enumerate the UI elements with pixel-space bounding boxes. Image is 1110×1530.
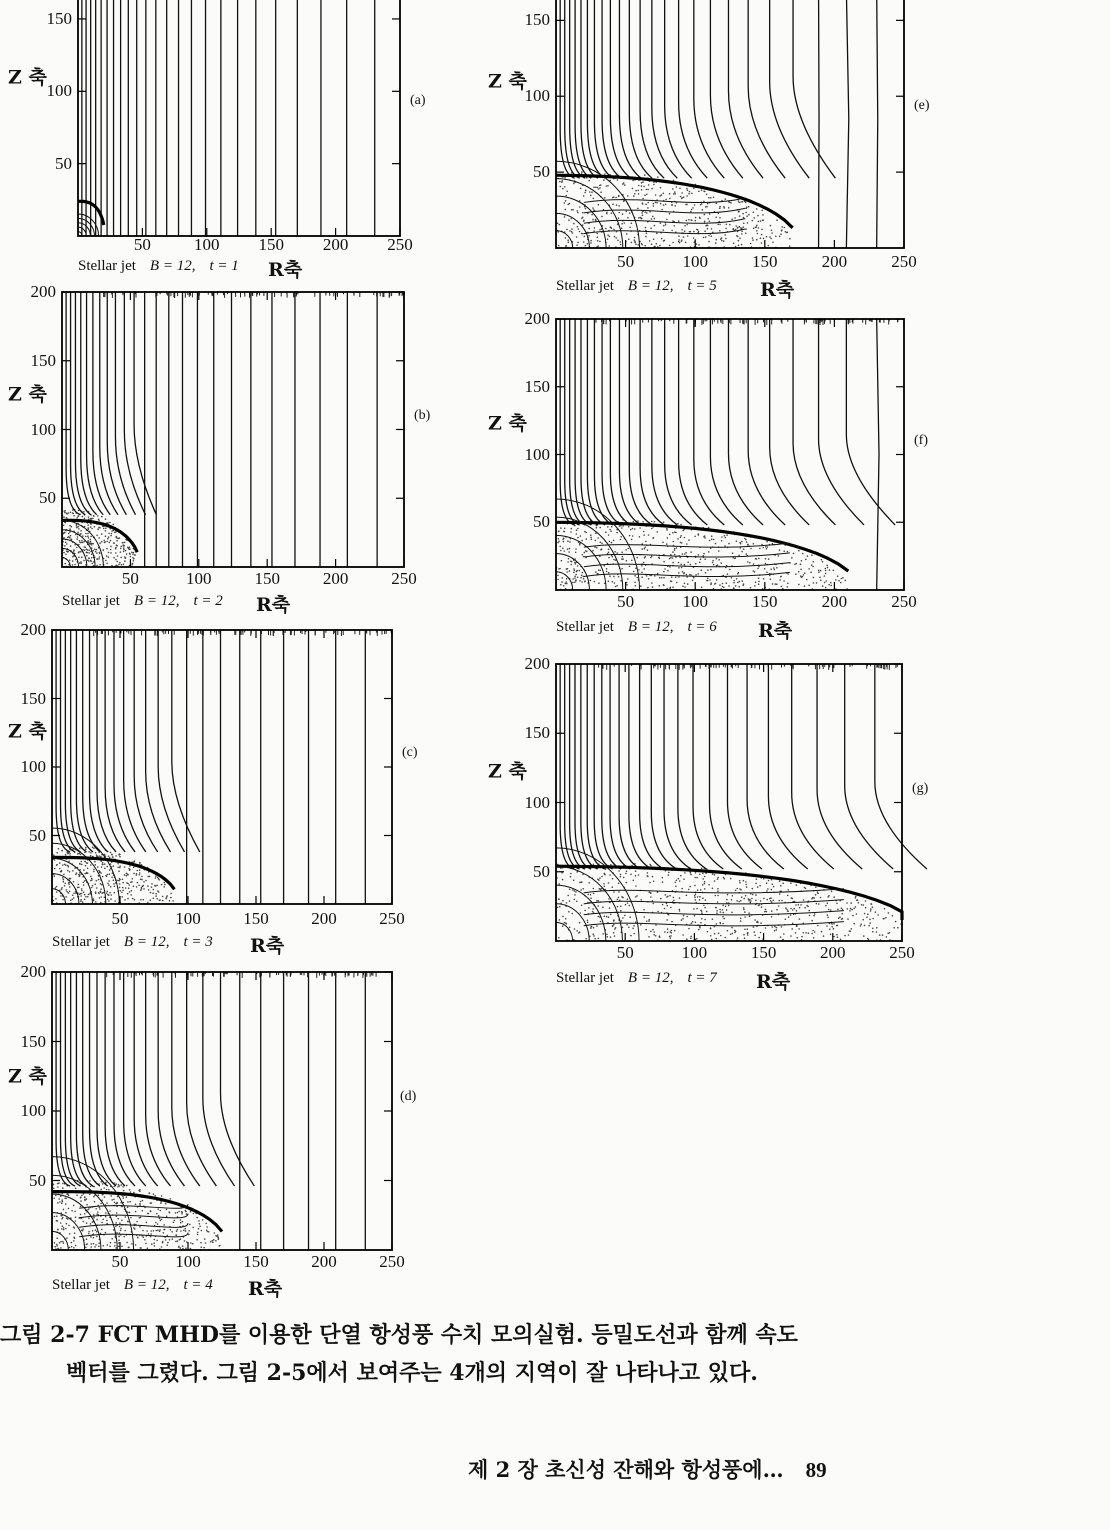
run-prefix: Stellar jet (556, 619, 614, 635)
run-prefix: Stellar jet (52, 1277, 110, 1293)
x-tick-label: 50 (133, 235, 151, 254)
panel-tag: (e) (914, 98, 930, 114)
run-time: t = 6 (687, 619, 717, 635)
run-prefix: Stellar jet (556, 278, 614, 294)
page-footer (468, 1454, 827, 1484)
x-tick-label: 200 (821, 592, 848, 611)
y-tick-label: 150 (30, 350, 56, 370)
run-b-value: B = 12, (123, 934, 170, 950)
r-axis-label: R축 (250, 935, 285, 957)
run-time: t = 1 (209, 258, 239, 274)
x-tick-label: 250 (379, 909, 405, 928)
y-tick-label: 200 (20, 962, 46, 981)
run-time: t = 4 (183, 1277, 213, 1293)
y-tick-label: 150 (20, 1031, 46, 1051)
density-contours-b (66, 292, 377, 567)
plot-frame-a (78, 0, 400, 236)
density-contours-f (560, 319, 895, 590)
x-tick-label: 50 (111, 909, 129, 928)
r-axis-label: R축 (756, 971, 791, 993)
y-tick-label: 150 (20, 688, 46, 708)
x-tick-label: 150 (258, 235, 284, 254)
x-tick-label: 250 (379, 1252, 405, 1271)
page-number: 89 (805, 1458, 827, 1482)
z-axis-label: Z 축 (8, 720, 47, 743)
contour-plot-g (556, 664, 902, 941)
contour-plot-c (52, 630, 392, 904)
x-tick-label: 50 (617, 252, 635, 271)
run-b-value: B = 12, (627, 278, 674, 294)
x-tick-label: 100 (194, 235, 220, 254)
y-tick-label: 200 (20, 620, 46, 639)
run-b-value: B = 12, (627, 970, 674, 986)
y-tick-label: 50 (55, 153, 72, 173)
y-tick-label: 50 (29, 825, 46, 845)
y-tick-label: 50 (533, 861, 550, 881)
x-tick-label: 250 (891, 592, 917, 611)
panel-tag: (a) (410, 92, 426, 108)
panel-tag: (f) (914, 432, 928, 448)
panel-a (8, 0, 426, 281)
run-label (556, 278, 717, 295)
y-tick-label: 100 (524, 86, 550, 106)
x-tick-label: 150 (254, 569, 280, 588)
x-tick-label: 50 (111, 1252, 129, 1271)
r-axis-label: R축 (248, 1278, 283, 1300)
y-tick-label: 150 (46, 8, 72, 28)
x-tick-label: 50 (617, 592, 635, 611)
run-time: t = 3 (183, 934, 213, 950)
x-tick-label: 200 (322, 569, 349, 588)
run-b-value: B = 12, (123, 1277, 170, 1293)
z-axis-label: Z 축 (488, 70, 527, 93)
x-tick-label: 250 (391, 569, 417, 588)
run-label (78, 258, 239, 275)
run-label (62, 593, 223, 610)
contour-plot-f (556, 319, 904, 590)
y-tick-label: 100 (30, 419, 56, 439)
contour-plot-b (62, 292, 404, 567)
run-prefix: Stellar jet (52, 934, 110, 950)
y-tick-label: 200 (30, 282, 56, 301)
run-b-value: B = 12, (133, 593, 180, 609)
x-tick-label: 100 (681, 943, 708, 962)
y-tick-label: 150 (524, 376, 550, 396)
panel-tag: (c) (402, 745, 418, 761)
run-label (52, 934, 213, 951)
x-tick-label: 200 (311, 909, 337, 928)
run-time: t = 7 (687, 970, 717, 986)
x-tick-label: 100 (175, 1252, 201, 1271)
z-axis-label: Z 축 (8, 1065, 47, 1088)
caption-line-2: 벡터를 그렸다. 그림 2-5에서 보여주는 4개의 지역이 잘 나타나고 있다. (66, 1360, 758, 1386)
run-prefix: Stellar jet (78, 258, 136, 274)
run-label (556, 619, 717, 636)
run-label (52, 1277, 213, 1294)
wind-core-f (556, 499, 790, 590)
z-axis-label: Z 축 (488, 412, 527, 435)
y-tick-label: 150 (524, 10, 550, 30)
run-prefix: Stellar jet (62, 593, 120, 609)
run-b-value: B = 12, (627, 619, 674, 635)
shocked-region-g (555, 863, 902, 942)
panel-tag: (g) (912, 780, 929, 796)
y-tick-label: 50 (533, 162, 550, 182)
x-tick-label: 100 (682, 252, 708, 271)
panel-tag: (d) (400, 1089, 417, 1105)
shocked-region-c (51, 847, 174, 905)
contour-plot-e (556, 0, 904, 248)
x-tick-label: 250 (889, 943, 915, 962)
z-axis-label: Z 축 (8, 66, 47, 89)
x-tick-label: 250 (387, 235, 413, 254)
shocked-region-b (61, 509, 135, 568)
run-time: t = 5 (687, 278, 717, 294)
r-axis-label: R축 (760, 279, 795, 301)
run-prefix: Stellar jet (556, 970, 614, 986)
x-tick-label: 200 (820, 943, 846, 962)
bow-shock-c (52, 857, 174, 889)
x-tick-label: 200 (322, 235, 349, 254)
y-tick-label: 100 (524, 444, 550, 464)
z-axis-label: Z 축 (488, 760, 527, 783)
top-edge-noise-c (94, 630, 392, 636)
y-tick-label: 50 (533, 512, 550, 532)
run-b-value: B = 12, (149, 258, 196, 274)
axis-ticks-b (62, 292, 404, 567)
plot-frame-g (556, 664, 902, 941)
run-time: t = 2 (193, 593, 223, 609)
r-axis-label: R축 (256, 594, 291, 616)
x-tick-label: 50 (121, 569, 139, 588)
axis-ticks-g (556, 664, 902, 941)
x-tick-label: 100 (682, 592, 708, 611)
x-tick-label: 150 (752, 592, 778, 611)
x-tick-label: 200 (821, 252, 848, 271)
chapter-title: 제 2 장 초신성 잔해와 항성풍에… (468, 1457, 784, 1482)
y-tick-label: 150 (524, 723, 550, 743)
r-axis-label: R축 (758, 620, 793, 642)
axis-ticks-a (78, 0, 400, 236)
x-tick-label: 150 (243, 1252, 269, 1271)
density-contours-g (560, 664, 927, 869)
x-tick-label: 150 (750, 943, 777, 962)
plot-frame-b (62, 292, 404, 567)
caption-line-1: 그림 2-7 FCT MHD를 이용한 단열 항성풍 수치 모의실험. 등밀도선과 함께 속도 (0, 1322, 798, 1348)
panel-tag: (b) (414, 407, 431, 423)
y-tick-label: 50 (39, 488, 56, 508)
y-tick-label: 100 (20, 1101, 46, 1120)
x-tick-label: 150 (752, 252, 778, 271)
x-tick-label: 100 (186, 569, 212, 588)
contour-plot-d (52, 972, 392, 1250)
y-tick-label: 50 (29, 1170, 46, 1190)
y-tick-label: 100 (20, 757, 46, 776)
y-tick-label: 200 (524, 654, 550, 673)
z-axis-label: Z 축 (8, 383, 47, 406)
r-axis-label: R축 (268, 259, 303, 281)
x-tick-label: 100 (175, 909, 201, 928)
x-tick-label: 50 (616, 943, 634, 962)
run-label (556, 970, 717, 987)
density-contours-a (82, 0, 375, 236)
density-contours-d (56, 972, 365, 1250)
x-tick-label: 150 (243, 909, 269, 928)
x-tick-label: 250 (891, 252, 917, 271)
y-tick-label: 100 (46, 81, 72, 101)
contour-plot-a (78, 0, 400, 236)
y-tick-label: 100 (524, 792, 550, 812)
y-tick-label: 200 (524, 309, 550, 328)
x-tick-label: 200 (311, 1252, 337, 1271)
